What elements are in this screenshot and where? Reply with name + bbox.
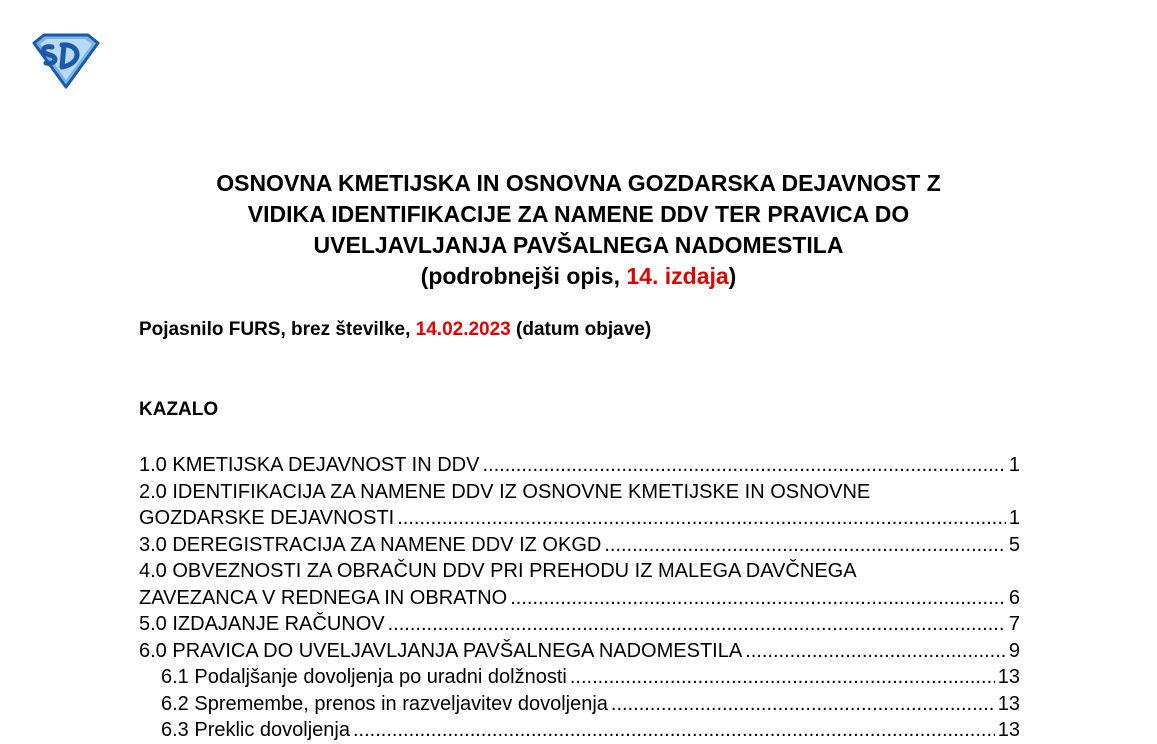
edition-prefix: (podrobnejši opis, bbox=[420, 263, 627, 289]
document-title bbox=[0, 168, 1157, 292]
toc-entry-line bbox=[139, 585, 1020, 612]
toc-entry-title: 3.0 DEREGISTRACIJA ZA NAMENE DDV IZ OKGD bbox=[139, 533, 602, 556]
toc-entry-title: 6.1 Podaljšanje dovoljenja po uradni dolžnosti bbox=[161, 666, 567, 688]
title-line-1: OSNOVNA KMETIJSKA IN OSNOVNA GOZDARSKA DEJAVNOST Z bbox=[216, 170, 941, 196]
toc-entry[interactable] bbox=[139, 558, 1020, 611]
toc-page-number: 1 bbox=[1008, 454, 1020, 476]
publication-info bbox=[139, 318, 651, 342]
toc-entry-line bbox=[139, 452, 1020, 479]
toc-entry-line bbox=[139, 505, 1020, 532]
toc-entry-line bbox=[139, 532, 1020, 559]
toc-entry-title: 6.2 Spremembe, prenos in razveljavitev dovoljenja bbox=[161, 692, 608, 715]
toc-entry-title: 1.0 KMETIJSKA DEJAVNOST IN DDV bbox=[139, 454, 480, 476]
toc-page-number: 13 bbox=[997, 666, 1020, 688]
toc-entry[interactable] bbox=[139, 638, 1020, 665]
toc-dot-leader bbox=[482, 452, 1005, 479]
edition-line bbox=[0, 261, 1157, 292]
toc-page-number: 5 bbox=[1008, 533, 1020, 556]
toc-entry-title: 2.0 IDENTIFIKACIJA ZA NAMENE DDV IZ OSNOVNE KMETIJSKE IN OSNOVNE bbox=[139, 480, 871, 503]
toc-entry-title: ZAVEZANCA V REDNEGA IN OBRATNO bbox=[139, 586, 508, 609]
toc-entry-line bbox=[139, 558, 1020, 585]
toc-page-number: 1 bbox=[1008, 507, 1020, 529]
toc-dot-leader bbox=[611, 691, 995, 718]
toc-entry-line bbox=[139, 664, 1020, 691]
toc-heading: KAZALO bbox=[139, 399, 219, 420]
toc-entry-title: 5.0 IZDAJANJE RAČUNOV bbox=[139, 613, 385, 635]
toc-dot-leader bbox=[388, 611, 1006, 638]
toc-page-number: 6 bbox=[1008, 586, 1020, 609]
toc-dot-leader bbox=[570, 664, 995, 691]
toc-dot-leader bbox=[745, 638, 1006, 665]
publication-info-suffix: (datum objave) bbox=[510, 319, 652, 340]
toc-entry[interactable] bbox=[139, 452, 1020, 479]
title-line-3: UVELJAVLJANJA PAVŠALNEGA NADOMESTILA bbox=[313, 232, 844, 258]
toc-entry[interactable] bbox=[139, 479, 1020, 532]
toc-page-number: 13 bbox=[997, 719, 1020, 741]
furs-logo-graphic bbox=[28, 33, 102, 89]
toc-entry-line bbox=[139, 638, 1020, 665]
toc-entry[interactable] bbox=[139, 611, 1020, 638]
toc-entry[interactable] bbox=[139, 532, 1020, 559]
toc-entry-line bbox=[139, 691, 1020, 718]
toc-entry[interactable] bbox=[139, 664, 1020, 691]
toc-dot-leader bbox=[397, 505, 1006, 532]
title-line-2: VIDIKA IDENTIFIKACIJE ZA NAMENE DDV TER PRAVICA DO bbox=[247, 201, 910, 227]
toc-page-number: 13 bbox=[997, 692, 1020, 715]
toc-entry-title: GOZDARSKE DEJAVNOSTI bbox=[139, 507, 395, 529]
publication-info-prefix: Pojasnilo FURS, brez številke, bbox=[139, 319, 416, 340]
furs-logo bbox=[28, 33, 102, 89]
toc-dot-leader bbox=[353, 717, 995, 744]
publication-date: 14.02.2023 bbox=[415, 319, 511, 340]
toc-entry-title: 4.0 OBVEZNOSTI ZA OBRAČUN DDV PRI PREHODU IZ MALEGA DAVČNEGA bbox=[139, 560, 857, 582]
toc-entry-line bbox=[139, 717, 1020, 744]
toc-page-number: 9 bbox=[1008, 639, 1020, 662]
edition-number: 14. izdaja bbox=[626, 263, 729, 289]
toc-entry-title: 6.0 PRAVICA DO UVELJAVLJANJA PAVŠALNEGA NADOMESTILA bbox=[139, 639, 743, 662]
edition-suffix: ) bbox=[728, 263, 737, 289]
toc-entry-title: 6.3 Preklic dovoljenja bbox=[161, 719, 350, 741]
table-of-contents bbox=[139, 452, 1020, 744]
toc-entry[interactable] bbox=[139, 717, 1020, 744]
toc-entry-line bbox=[139, 611, 1020, 638]
toc-dot-leader bbox=[604, 532, 1006, 559]
toc-entry-line bbox=[139, 479, 1020, 506]
toc-dot-leader bbox=[510, 585, 1006, 612]
toc-entry[interactable] bbox=[139, 691, 1020, 718]
toc-page-number: 7 bbox=[1008, 613, 1020, 635]
